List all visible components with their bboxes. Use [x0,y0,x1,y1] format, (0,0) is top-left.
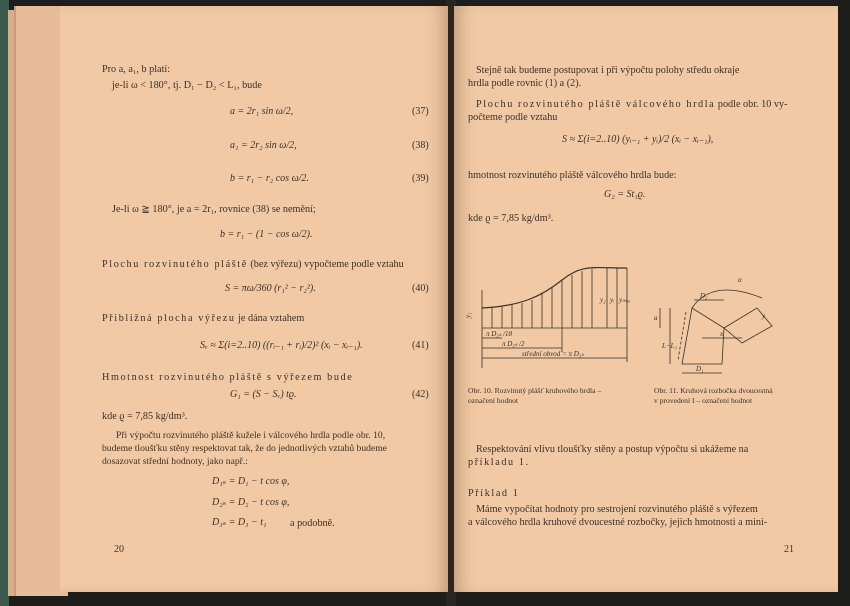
text-line: budeme tloušťku stěny respektovat tak, že do jednotlivých vztahů budeme [102,443,387,454]
equation-42: G₁ = (S − Sᵥ) tϱ. [230,389,297,400]
text-line [102,312,304,325]
pipe-body [682,308,724,364]
equation-38: a₁ = 2r₂ sin ω/2, [230,140,297,151]
figure-caption: Obr. 10. Rozvinutý plášť kruhového hrdla – [468,386,602,395]
centerline [678,312,686,360]
equation-number: (40) [412,283,429,294]
equation-number: (42) [412,389,429,400]
text-line: Stejně tak budeme postupovat i při výpočtu polohy středu okraje [476,65,740,76]
equation-37: a = 2r₁ sin ω/2, [230,106,294,117]
equation-g2: G₂ = St₁ϱ. [604,189,646,200]
text-line: Je-li ω ≧ 180°, je a = 2r₁, rovnice (38) se nemění; [112,204,316,215]
equation-number: (38) [412,140,429,151]
equation-d1: D₁ₛ = D₁ − t cos φ, [212,476,290,487]
text-line: a podobně. [290,518,335,529]
spaced-heading: Plochu rozvinutého pláště [102,259,248,270]
figure-caption: Obr. 11. Kruhová rozbočka dvoucestná [654,386,773,395]
text-span: podle obr. 10 vy- [717,99,788,110]
label-ymax: yₘₐₓ [619,296,631,304]
equation-41: Sᵥ ≈ Σ(i=2..10) ((rᵢ₋₁ + rᵢ)/2)² (xᵢ − xᵢ₋₁). [200,340,363,351]
text-line [476,98,787,111]
spaced-heading: příkladu 1. [468,457,530,468]
text-line: hmotnost rozvinutého pláště válcového hrdla bude: [468,170,677,181]
text-line: kde ϱ = 7,85 kg/dm³. [468,213,554,224]
label-d1: π D₃ₛ /18 [486,330,513,338]
text-line: dosazovat střední hodnoty, jako např.: [102,456,248,467]
label-y: y [762,312,766,320]
equation-number: (41) [412,340,429,351]
label-y2: y₂ [600,296,606,304]
label-y1: y₁ [464,312,472,318]
equation-40: S = πω/360 (r₁² − r₂²). [225,283,316,294]
left-page [60,6,448,592]
figure-caption: v provedení I – označení hodnot [654,396,753,405]
text-line: Pro a, a₁, b platí: [102,64,171,75]
equation-number: (37) [412,106,429,117]
hatch-lines [492,269,592,328]
page-number: 21 [784,544,794,555]
text-line: Respektování vlivu tloušťky stěny a postup výpočtu si ukážeme na [476,444,749,455]
text-line: Máme vypočítat hodnoty pro sestrojení rozvinutého pláště s výřezem [476,504,758,515]
equation-s: S ≈ Σ(i=2..10) (yᵢ₋₁ + yᵢ)/2 (xᵢ − xᵢ₋₁), [562,134,714,145]
equation-d2: D₂ₛ = D₂ − t cos φ, [212,497,290,508]
label-d2: π D₃ₛ /2 [502,340,525,348]
page-number: 20 [114,544,124,555]
text-line: kde ϱ = 7,85 kg/dm³. [102,411,188,422]
equation-number: (39) [412,173,429,184]
text-line [102,258,404,271]
equation-b: b = r₁ − (1 − cos ω/2). [220,229,313,240]
label-yi: yᵢ [610,296,615,304]
text-line: počteme podle vztahu [468,112,558,123]
spaced-heading: Hmotnost rozvinutého pláště s výřezem bude [102,372,354,383]
equation-d3: D₃ₛ = D₃ − t₁ [212,517,267,528]
section-heading: Příklad 1 [468,488,520,499]
label-d2: D₂ [700,292,708,300]
label-d1: D₁ [696,365,704,373]
label-a: a [654,314,658,322]
label-l: L−L₁ [662,342,677,350]
text-span: je dána vztahem [238,313,305,324]
spaced-heading: Přibližná plocha výřezu [102,313,236,324]
equation-39: b = r₁ − r₂ cos ω/2. [230,173,309,184]
label-x: x [720,330,724,338]
text-line: je-li ω < 180°, tj. D₁ − D₂ < L₁, bude [112,80,262,91]
text-line: Při výpočtu rozvinutého pláště kužele i válcového hrdla podle obr. 10, [116,430,386,441]
figure-11-branch-pipe [652,268,802,380]
label-d3: střední obvod = π D₃ₛ [522,350,584,358]
text-span: (bez výřezu) vypočteme podle vztahu [250,259,404,270]
figure-caption: označení hodnot [468,396,518,405]
right-page [454,6,838,592]
spaced-heading: Plochu rozvinutého pláště válcového hrdla [476,99,716,110]
figure-10-developed-shell [462,250,652,375]
text-line: hrdla podle rovnic (1) a (2). [468,78,582,89]
text-line: a válcového hrdla kruhové dvoucestné rozbočky, jejich hmotnosti a mini- [468,517,768,528]
label-alpha: α [738,276,742,284]
